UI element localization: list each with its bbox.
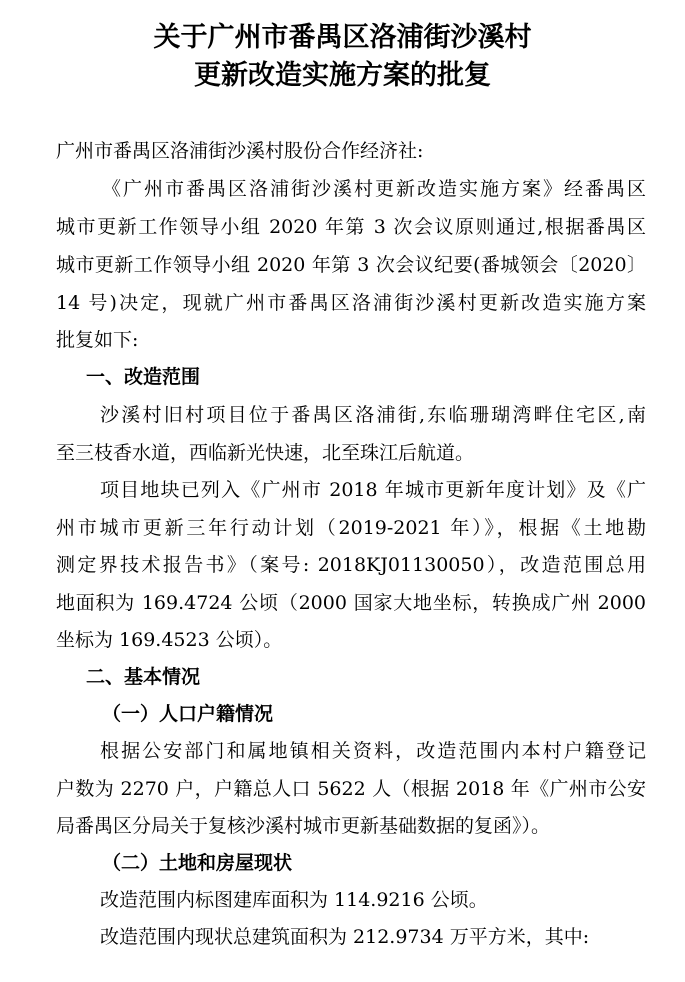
paragraph-4-line-3: 局番禺区分局关于复核沙溪村城市更新基础数据的复函》）。 — [56, 815, 551, 837]
paragraph-3-line-3: 测定界技术报告书》（案号: 2018KJ01130050），改造范围总用 — [56, 554, 646, 576]
document-title-line-2: 更新改造实施方案的批复 — [194, 60, 491, 91]
paragraph-4-line-2: 户数为 2270 户，户籍总人口 5622 人（根据 2018 年《广州市公安 — [56, 778, 646, 800]
paragraph-2-line-1: 沙溪村旧村项目位于番禺区洛浦街,东临珊瑚湾畔住宅区,南 — [100, 404, 646, 426]
paragraph-1-line-2: 城市更新工作领导小组 2020 年第 3 次会议原则通过,根据番禺区 — [56, 216, 646, 238]
paragraph-6: 改造范围内现状总建筑面积为 212.9734 万平方米，其中: — [100, 926, 590, 948]
section-2-heading: 二、基本情况 — [86, 666, 201, 688]
paragraph-1-line-5: 批复如下: — [56, 329, 139, 351]
paragraph-3-line-2: 州市城市更新三年行动计划（2019-2021 年）》，根据《土地勘 — [56, 517, 646, 539]
paragraph-3-line-5: 坐标为 169.4523 公顷）。 — [56, 629, 283, 651]
paragraph-1-line-4: 14 号)决定，现就广州市番禺区洛浦街沙溪村更新改造实施方案 — [56, 292, 646, 314]
paragraph-2-line-2: 至三枝香水道，西临新光快速，北至珠江后航道。 — [56, 442, 475, 464]
paragraph-3-line-4: 地面积为 169.4724 公顷（2000 国家大地坐标，转换成广州 2000 — [56, 592, 646, 614]
subsection-1-heading: （一）人口户籍情况 — [102, 703, 274, 725]
paragraph-1-line-3: 城市更新工作领导小组 2020 年第 3 次会议纪要(番城领会〔2020〕 — [56, 254, 646, 276]
document-title-line-1: 关于广州市番禺区洛浦街沙溪村 — [153, 22, 532, 53]
section-1-heading: 一、改造范围 — [86, 366, 201, 388]
addressee: 广州市番禺区洛浦街沙溪村股份合作经济社: — [56, 140, 424, 162]
paragraph-3-line-1: 项目地块已列入《广州市 2018 年城市更新年度计划》及《广 — [100, 479, 646, 501]
paragraph-4-line-1: 根据公安部门和属地镇相关资料，改造范围内本村户籍登记 — [100, 740, 646, 762]
subsection-2-heading: （二）土地和房屋现状 — [102, 852, 293, 874]
paragraph-5: 改造范围内标图建库面积为 114.9216 公顷。 — [100, 889, 488, 911]
paragraph-1-line-1: 《广州市番禺区洛浦街沙溪村更新改造实施方案》经番禺区 — [102, 178, 646, 200]
